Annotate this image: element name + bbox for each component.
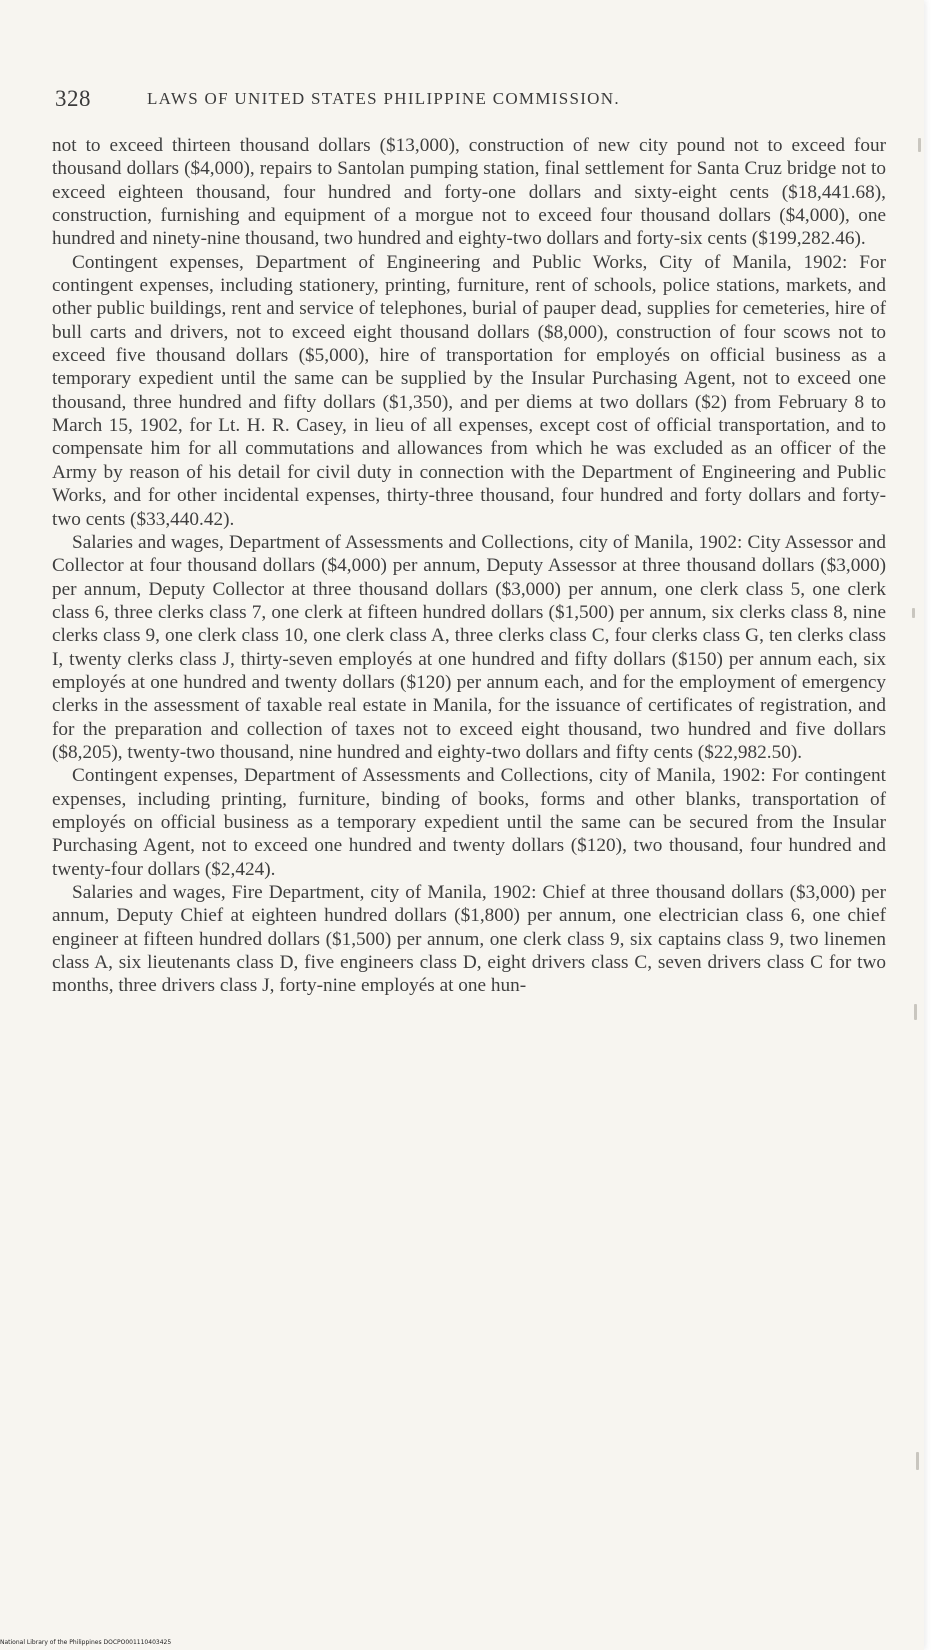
paragraph: Contingent expenses, Department of Assessments and Collections, city of Manila, 1902: For contingent expenses, including printing, furniture, binding of books, forms and other blanks, transportation of employés on official business as a temporary expedient until the same can be secured from the Insular Purchasing Agent, not to exceed one hundred and twenty dollars ($120), two thousand, four hundred and twenty-four dollars ($2,424). bbox=[52, 765, 886, 880]
body-text bbox=[52, 134, 886, 998]
margin-mark bbox=[914, 1004, 917, 1020]
margin-mark bbox=[918, 138, 921, 152]
library-stamp: National Library of the Philippines DOCPO001110403425 bbox=[0, 1639, 172, 1646]
running-head: LAWS OF UNITED STATES PHILIPPINE COMMISSION. bbox=[147, 89, 620, 108]
paragraph: Contingent expenses, Department of Engineering and Public Works, City of Manila, 1902: For contingent expenses, including stationery, printing, furniture, rent of schools, police stations, markets, and other public buildings, rent and service of telephones, burial of pauper dead, supplies for cemeteries, hire of bull carts and drivers, not to exceed eight thousand dollars ($8,000), construction of four scows not to exceed five thousand dollars ($5,000), hire of transportation for employés on official business as a temporary expedient until the same can be supplied by the Insular Purchasing Agent, not to exceed one thousand, three hundred and fifty dollars ($1,350), and per diems at two dollars ($2) from February 8 to March 15, 1902, for Lt. H. R. Casey, in lieu of all expenses, except cost of official transportation, and to compensate him for all commutations and allowances from which he was excluded as an officer of the Army by reason of his detail for civil duty in connection with the Department of Engineering and Public Works, and for other incidental expenses, thirty-three thousand, four hundred and forty dollars and forty-two cents ($33,440.42). bbox=[52, 251, 886, 530]
page-number: 328 bbox=[55, 86, 91, 111]
paragraph: Salaries and wages, Department of Assessments and Collections, city of Manila, 1902: City Assessor and Collector at four thousand dollars ($4,000) per annum, Deputy Assessor at three thousand dollars ($3,000) per annum, Deputy Collector at three thousand dollars ($3,000) per annum, one clerk class 5, one clerk class 6, three clerks class 7, one clerk at fifteen hundred dollars ($1,500) per annum, six clerks class 8, nine clerks class 9, one clerk class 10, one clerk class A, three clerks class C, four clerks class G, ten clerks class I, twenty clerks class J, thirty-seven employés at one hundred and fifty dollars ($150) per annum each, six employés at one hundred and twenty dollars ($120) per annum each, and for the employment of emergency clerks in the assessment of taxable real estate in Manila, for the issuance of certificates of registration, and for the preparation and collection of taxes not to exceed eight thousand, two hundred and five dollars ($8,205), twenty-two thousand, nine hundred and eighty-two dollars and fifty cents ($22,982.50). bbox=[52, 531, 886, 763]
page-header bbox=[55, 86, 825, 116]
paragraph: not to exceed thirteen thousand dollars ($13,000), construction of new city pound not to exceed four thousand dollars ($4,000), repairs to Santolan pumping station, final settlement for Santa Cruz bridge not to exceed eighteen thousand, four hundred and forty-one dollars and sixty-eight cents ($18,441.68), construction, furnishing and equipment of a morgue not to exceed four thousand dollars ($4,000), one hundred and ninety-nine thousand, two hundred and eighty-two dollars and forty-six cents ($199,282.46). bbox=[52, 135, 886, 250]
margin-mark bbox=[912, 608, 915, 618]
margin-mark bbox=[916, 1452, 919, 1470]
paragraph: Salaries and wages, Fire Department, city of Manila, 1902: Chief at three thousand dollars ($3,000) per annum, Deputy Chief at eighteen hundred dollars ($1,800) per annum, one electrician class 6, one chief engineer at fifteen hundred dollars ($1,500) per annum, one clerk class 9, six captains class 9, two linemen class A, six lieutenants class D, five engineers class D, eight drivers class C, seven drivers class C for two months, three drivers class J, forty-nine employés at one hun- bbox=[52, 882, 886, 997]
